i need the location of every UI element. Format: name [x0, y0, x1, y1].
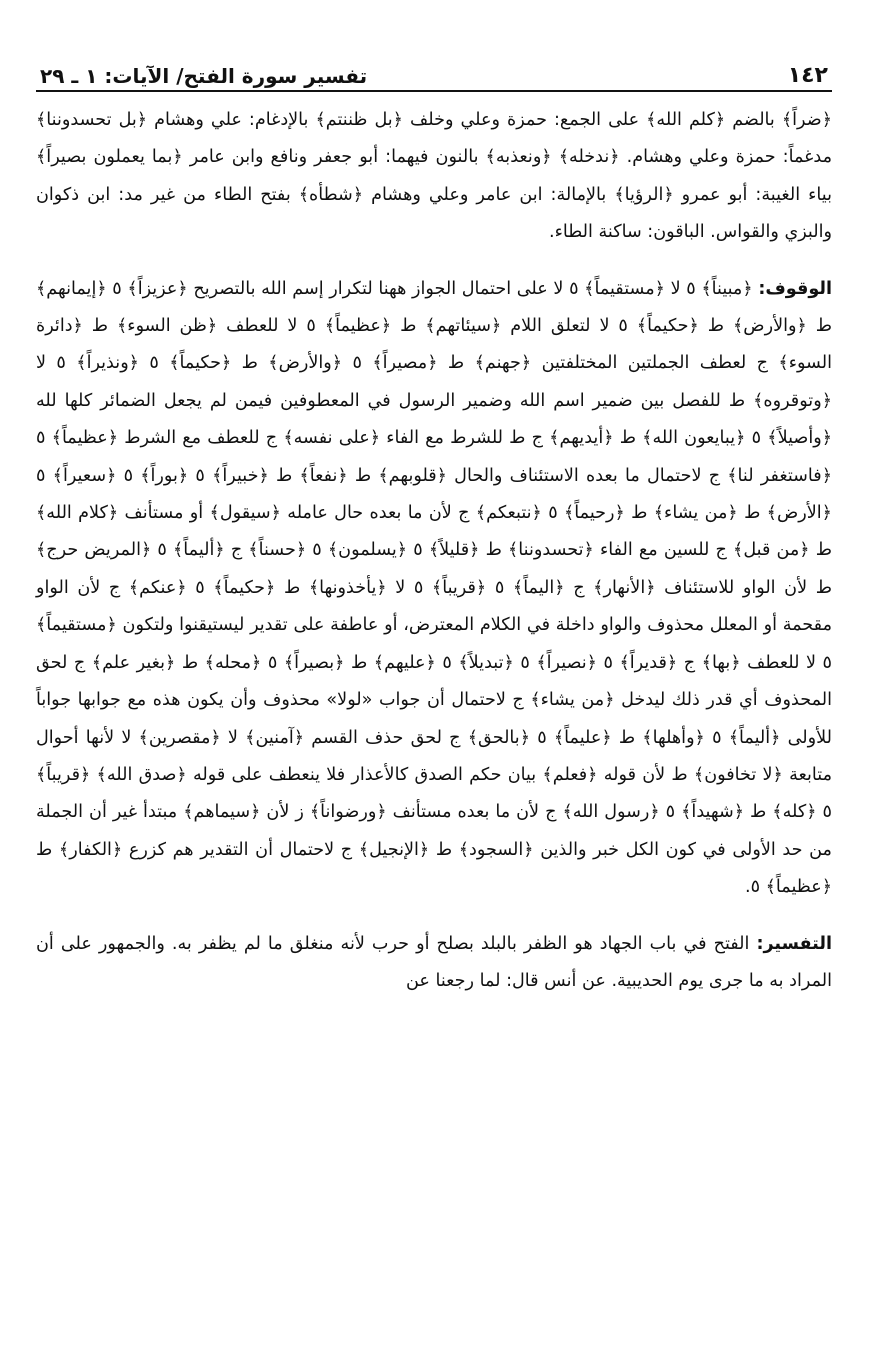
paragraph-lead: الوقوف:: [758, 278, 833, 299]
running-head: [36, 56, 832, 92]
paragraph-text: الفتح في باب الجهاد هو الظفر بالبلد بصلح أو حرب لأنه منغلق ما لم يظفر به. والجمهور على أن المراد به ما جرى يوم الحديبية. عن أنس قال: لما رجعنا عن: [36, 933, 832, 991]
paragraph-text: ﴿ضراً﴾ بالضم ﴿كلم الله﴾ على الجمع: حمزة وعلي وخلف ﴿بل ظننتم﴾ بالإدغام: علي وهشام ﴿بل تحسدوننا﴾ مدغماً: حمزة وعلي وهشام. ﴿ندخله﴾ ﴿ونعذبه﴾ بالنون فيهما: أبو جعفر ونافع وابن عامر ﴿بما يعملون بصيراً﴾ بياء الغيبة: أبو عمرو ﴿الرؤيا﴾ بالإمالة: ابن عامر وعلي وهشام ﴿شطأه﴾ بفتح الطاء من غير مد: ابن ذكوان والبزي والقواس. الباقون: ساكنة الطاء.: [36, 110, 832, 243]
paragraph-text: ﴿مبيناً﴾ ٥ لا ﴿مستقيماً﴾ ٥ لا على احتمال الجواز ههنا لتكرار إسم الله بالتصريح ﴿عزيزاً﴾ ٥ ﴿إيمانهم﴾ ط ﴿والأرض﴾ ط ﴿حكيماً﴾ ٥ لا لتعلق اللام ﴿سيئاتهم﴾ ط ﴿عظيماً﴾ ٥ لا للعطف ﴿ظن السوء﴾ ط ﴿دائرة السوء﴾ ج لعطف الجملتين المختلفتين ﴿جهنم﴾ ط ﴿مصيراً﴾ ٥ ﴿والأرض﴾ ط ﴿حكيماً﴾ ٥ ﴿ونذيراً﴾ ٥ لا ﴿وتوقروه﴾ ط للفصل بين ضمير اسم الله وضمير الرسول في المعطوفين فيمن لم يجعل الضمائر كلها لله ﴿وأصيلاً﴾ ٥ ﴿يبايعون الله﴾ ط ﴿أيديهم﴾ ج ط للشرط مع الفاء ﴿على نفسه﴾ ج للعطف مع الشرط ﴿عظيماً﴾ ٥ ﴿فاستغفر لنا﴾ ج لاحتمال ما بعده الاستئناف والحال ﴿قلوبهم﴾ ط ﴿نفعاً﴾ ط ﴿خبيراً﴾ ٥ ﴿بوراً﴾ ٥ ﴿سعيراً﴾ ٥ ﴿الأرض﴾ ط ﴿من يشاء﴾ ط ﴿رحيماً﴾ ٥ ﴿نتبعكم﴾ ج لأن ما بعده حال عامله ﴿سيقول﴾ أو مستأنف ﴿كلام الله﴾ ط ﴿من قبل﴾ ج للسين مع الفاء ﴿تحسدوننا﴾ ط ﴿قليلاً﴾ ٥ ﴿يسلمون﴾ ٥ ﴿حسناً﴾ ج ﴿أليماً﴾ ٥ ﴿المريض حرج﴾ ط لأن الواو للاستئناف ﴿الأنهار﴾ ج ﴿اليماً﴾ ٥ ﴿قريباً﴾ ٥ لا ﴿يأخذونها﴾ ط ﴿حكيماً﴾ ٥ ﴿عنكم﴾ ج لأن الواو مقحمة أو المعلل محذوف والواو داخلة في الكلام المعترض، أو عاطفة على تقدير ليستيقنوا ولتكون ﴿مستقيماً﴾ ٥ لا للعطف ﴿بها﴾ ج ﴿قديراً﴾ ٥ ﴿نصيراً﴾ ٥ ﴿تبديلاً﴾ ٥ ﴿عليهم﴾ ط ﴿بصيراً﴾ ٥ ﴿محله﴾ ط ﴿بغير علم﴾ ج لحق المحذوف أي قدر ذلك ليدخل ﴿من يشاء﴾ ج لاحتمال أن جواب «لولا» محذوف وأن يكون هذه مع جوابها جواباً للأولى ﴿أليماً﴾ ٥ ﴿وأهلها﴾ ط ﴿عليماً﴾ ٥ ﴿بالحق﴾ ج لحق حذف القسم ﴿آمنين﴾ لا ﴿مقصرين﴾ لا لأنها أحوال متابعة ﴿لا تخافون﴾ ط لأن قوله ﴿فعلم﴾ بيان حكم الصدق كالأعذار فلا ينعطف على قوله ﴿صدق الله﴾ ﴿قريباً﴾ ٥ ﴿كله﴾ ط ﴿شهيداً﴾ ٥ ﴿رسول الله﴾ ج لأن ما بعده مستأنف ﴿ورضواناً﴾ ز لأن ﴿سيماهم﴾ مبتدأ غير أن الجملة من حد الأولى في كون الكل خبر والذين ﴿السجود﴾ ط ﴿الإنجيل﴾ ج لاحتمال أن التقدير هم كزرع ﴿الكفار﴾ ط ﴿عظيماً﴾ ٥.: [36, 278, 833, 898]
paragraph-tafsir: [36, 926, 832, 1001]
paragraph-pauses: [36, 271, 832, 907]
paragraph-readings: [36, 102, 832, 252]
body-text: [36, 102, 832, 1000]
page-number: ١٤٢: [787, 63, 828, 88]
book-page: [36, 56, 832, 1000]
paragraph-lead: التفسير:: [756, 933, 832, 954]
header-title: تفسير سورة الفتح/ الآيات: ١ ـ ٢٩: [40, 64, 368, 88]
